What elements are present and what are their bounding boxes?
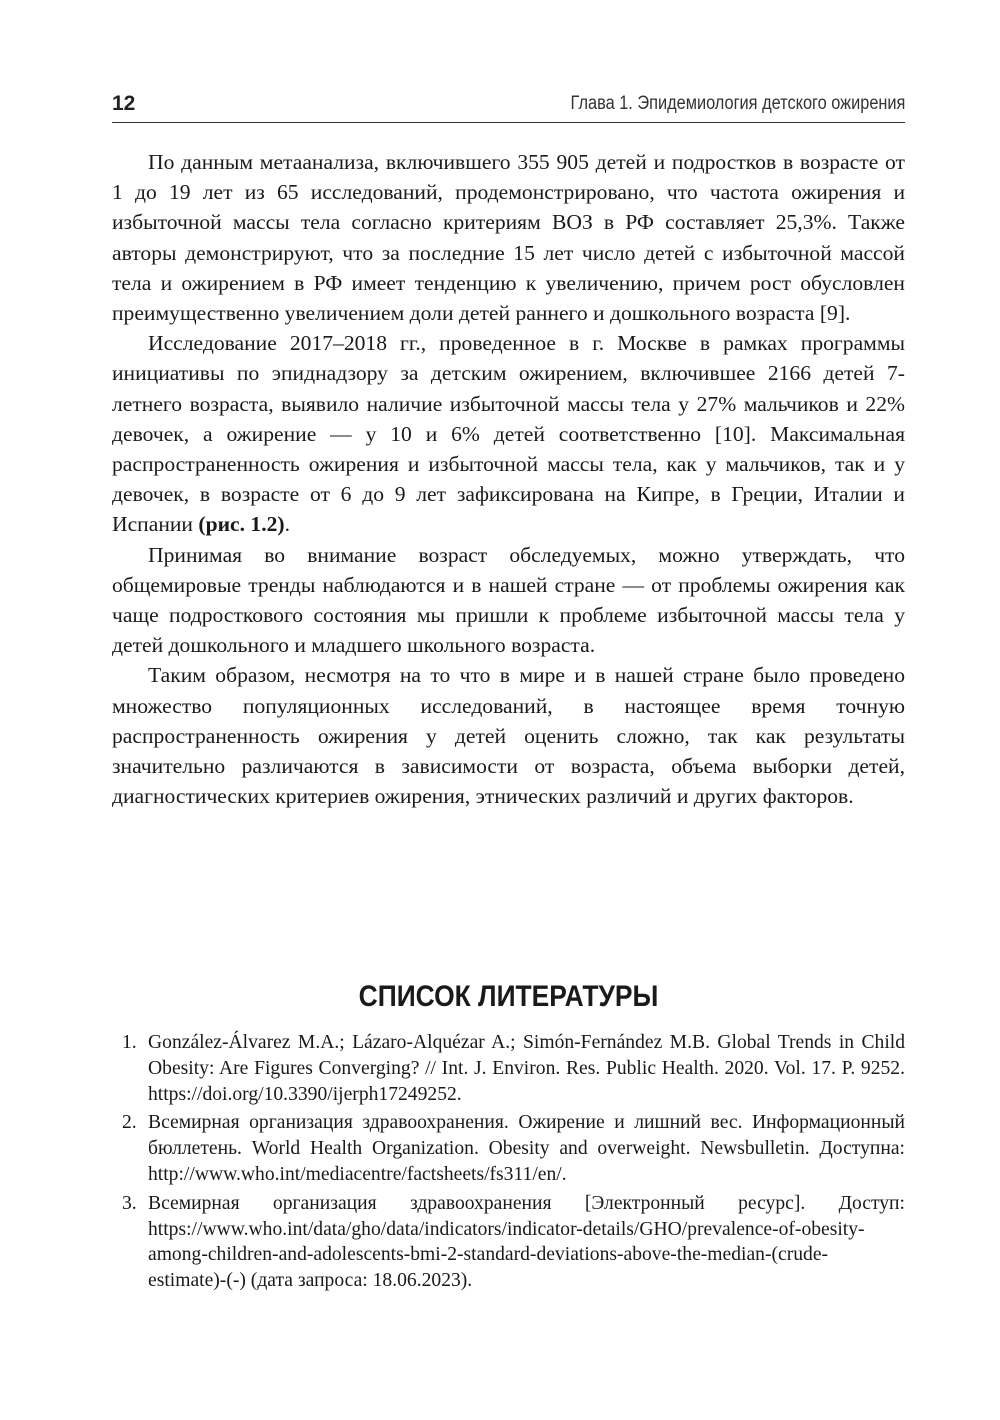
- references-list: [112, 1030, 905, 1297]
- paragraph-4-text: Таким образом, несмотря на то что в мире и в нашей стране было проведено множество популяционных исследований, в настоящее время точную распространенность ожирения у детей оценить сложно, так как результаты значительно различаются в зависимости от возраста, объема выборки детей, диагностических критериев ожирения, этнических различий и других факторов.: [112, 663, 905, 809]
- running-title: Глава 1. Эпидемиология детского ожирения: [570, 93, 905, 114]
- paragraph-4: [112, 660, 905, 811]
- figure-reference[interactable]: (рис. 1.2): [198, 512, 285, 537]
- reference-text: Всемирная организация здравоохранения. Ожирение и лишний вес. Информационный бюллетень. World Health Organization. Obesity and overweight. Newsbulletin. Доступна: http://www.who.int/mediacentre/factsheets/fs311/en/.: [148, 1112, 905, 1185]
- paragraph-2: [112, 328, 905, 539]
- reference-number: 1.: [122, 1032, 137, 1053]
- reference-text: Всемирная организация здравоохранения [Электронный ресурс]. Доступ: https://www.who.int/data/gho/data/indicators/indicator-details/GHO/prevalence-of-obesity-among-children-and-adolescents-bmi-2-standard-deviations-above-the-median-(crude-estimate)-(-) (дата запроса: 18.06.2023).: [148, 1192, 905, 1292]
- reference-item: [112, 1191, 905, 1294]
- paragraph-1: [112, 147, 905, 328]
- reference-item: [112, 1110, 905, 1187]
- reference-item: [112, 1030, 905, 1107]
- page-header: [112, 88, 905, 123]
- body-text: [112, 147, 905, 811]
- reference-number: 2.: [122, 1112, 137, 1134]
- reference-number: 3.: [122, 1192, 137, 1214]
- paragraph-2-end: .: [284, 512, 291, 537]
- references-heading: СПИСОК ЛИТЕРАТУРЫ: [358, 980, 659, 1013]
- reference-text: González-Álvarez M.A.; Lázaro-Alquézar A.; Simón-Fernández M.B. Global Trends in Child Obesity: Are Figures Converging? // Int. J. Environ. Res. Public Health. 2020. Vol. 17. P. 9252. https://doi.org/10.3390/ijerph17249252.: [148, 1032, 905, 1105]
- page-number: 12: [112, 92, 136, 115]
- paragraph-3: [112, 540, 905, 661]
- paragraph-1-text: По данным метаанализа, включившего 355 905 детей и подростков в возрасте от 1 до 19 лет из 65 исследований, продемонстрировано, что частота ожирения и избыточной массы тела согласно критериям ВОЗ в РФ составляет 25,3%. Также авторы демонстрируют, что за последние 15 лет число детей с избыточной массой тела и ожирением в РФ имеет тенденцию к увеличению, причем рост обусловлен преимущественно увеличением доли детей раннего и дошкольного возраста [9].: [112, 150, 905, 326]
- paragraph-3-text: Принимая во внимание возраст обследуемых, можно утверждать, что общемировые тренды наблюдаются и в нашей стране — от проблемы ожирения как чаще подросткового состояния мы пришли к проблеме избыточной массы тела у детей дошкольного и младшего школьного возраста.: [112, 542, 905, 658]
- paragraph-2-text: Исследование 2017–2018 гг., проведенное в г. Москве в рамках программы инициативы по эпиднадзору за детским ожирением, включившее 2166 детей 7-летнего возраста, выявило наличие избыточной массы тела у 27% мальчиков и 22% девочек, а ожирение — у 10 и 6% детей соответственно [10]. Максимальная распространенность ожирения и избыточной массы тела, как у мальчиков, так и у девочек, в возрасте от 6 до 9 лет зафиксирована на Кипре, в Греции, Италии и Испании: [112, 331, 905, 537]
